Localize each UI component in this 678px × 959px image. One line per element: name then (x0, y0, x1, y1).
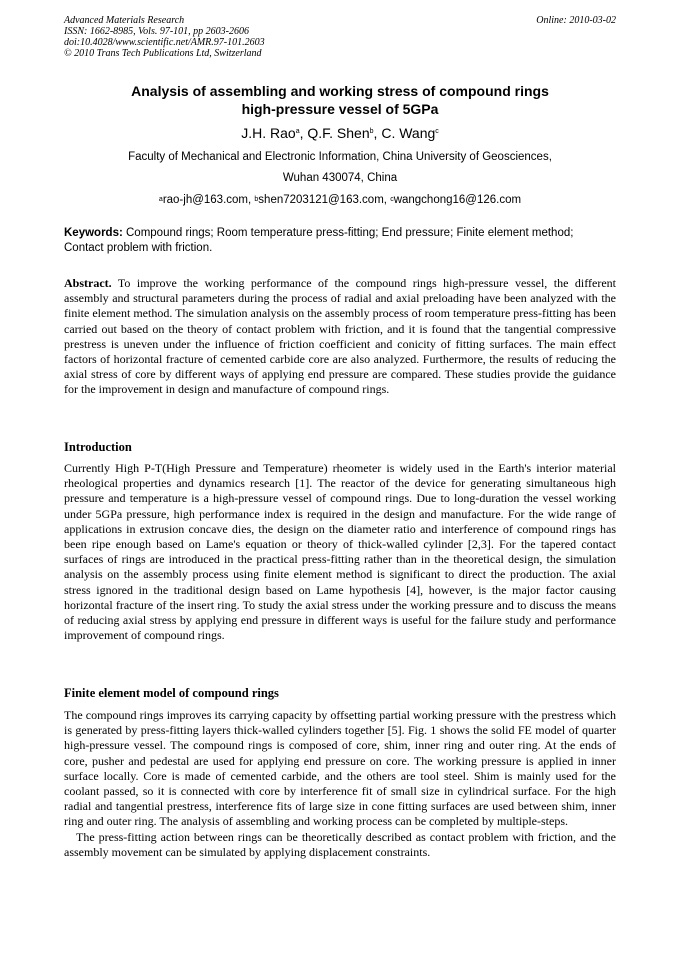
email-marker: c (390, 196, 394, 203)
abstract-block (64, 276, 616, 398)
abstract-label: Abstract. (64, 276, 112, 290)
journal-header (64, 15, 616, 59)
paper-title (64, 82, 616, 118)
email-list: $^a$rao-jh@163.com, $^b$shen7203121@163.com, $^c$wangchong16@126.com (158, 194, 522, 206)
copyright-line: © 2010 Trans Tech Publications Ltd, Switzerland (64, 48, 262, 59)
title-line-1: Analysis of assembling and working stress of compound rings (131, 83, 549, 99)
email-address: rao-jh@163.com (162, 194, 248, 206)
journal-name: Advanced Materials Research (64, 15, 185, 26)
introduction-heading: Introduction (64, 440, 132, 454)
affiliation-line-1: Faculty of Mechanical and Electronic Information, China University of Geosciences, (128, 151, 552, 163)
introduction-section (64, 461, 616, 643)
author-marker: a (295, 128, 300, 135)
email-address: shen7203121@163.com (258, 194, 384, 206)
author-name: J.H. Rao (241, 125, 296, 141)
issn-line: ISSN: 1662-8985, Vols. 97-101, pp 2603-2606 (64, 26, 249, 37)
email-marker: b (254, 196, 259, 203)
author-name: C. Wang (381, 125, 436, 141)
title-line-2: high-pressure vessel of 5GPa (241, 101, 439, 117)
abstract-text: To improve the working performance of the compound rings high-pressure vessel, the different assembly and structural parameters during the process of radial and axial preloading have been analyzed with the finite element method. The simulation analysis on the assembly process of room temperature press-fitting has been carried out based on the theory of contact problem with friction, and it is found that the tangential compressive prestress is uneven under the influence of friction coefficient and conicity of fitting surfaces. The main effect factors of horizontal fracture of cemented carbide core are also analyzed. Furthermore, the results of reducing the axial stress of core by different ways of applying end pressure are compared. These studies provide the guidance for the improvement in design and manufacture of compound rings. (64, 276, 616, 397)
email-address: wangchong16@126.com (393, 194, 522, 206)
keywords-label: Keywords: (64, 227, 123, 239)
fe-model-paragraph-2: The press-fitting action between rings can be theoretically described as contact problem with friction, and the assembly movement can be simulated by applying displacement constraints. (64, 829, 616, 859)
keywords-block (64, 226, 616, 256)
author-list: J.H. Rao$^a$, Q.F. Shen$^b$, C. Wang$^c$ (241, 125, 439, 141)
fe-model-heading: Finite element model of compound rings (64, 686, 279, 700)
keywords-text: Compound rings; Room temperature press-fitting; End pressure; Finite element method; Contact problem with friction. (64, 227, 574, 254)
online-date: Online: 2010-03-02 (536, 15, 616, 26)
fe-model-paragraph-1: The compound rings improves its carrying capacity by offsetting partial working pressure with the prestress which is generated by press-fitting layers thick-walled cylinders together [5]. Fig. 1 shows the solid FE model of quarter high-pressure vessel. The compound rings is composed of core, shim, inner ring and outer ring. At the ends of core, pusher and pedestal are used for applying end pressure on core. The working pressure is applied in inner surface locally. Core is made of cemented carbide, and the others are tool steel. Shim is mainly used for the coolant passed, so it is connected with core by interference fit of small size in cylindrical surface. For the high radial and tangential prestress, interference fits of large size in cone fitting surfaces are used between shim, inner ring and outer ring. The analysis of assembling and working process can be completed by multiple-steps. (64, 708, 616, 829)
author-name: Q.F. Shen (307, 125, 370, 141)
email-marker: a (158, 196, 163, 203)
author-marker: c (435, 128, 439, 135)
fe-model-section (64, 708, 616, 860)
affiliation-line-2: Wuhan 430074, China (282, 172, 398, 184)
author-marker: b (369, 128, 374, 135)
introduction-paragraph: Currently High P-T(High Pressure and Temperature) rheometer is widely used in the Earth's interior material rheological properties and dynamics research [1]. The reactor of the device for generating simultaneous high pressure and temperature is a high-pressure vessel of compound rings. Due to long-duration the vessel working under 5GPa pressure, high performance index is required in the design and manufacture. For the wide range of applications in extrusion concave dies, the design on the diameter ratio and interference of compound rings has been ripe enough based on Lame's equation or theory of thick-walled cylinder [2,3]. For the tapered contact surfaces of rings are introduced in the practical press-fitting rather than in the theoretical design, the simulation analysis on the assembly process using finite element method is significant to direct the production. The axial stress ignored in the traditional design based on Lame hypothesis [4], however, is the major factor causing horizontal fracture of the insert ring. To study the axial stress under the working pressure and to discuss the means of reducing axial stress by applying end pressure in different ways is useful for the failure study and performance improvement of compound rings. (64, 461, 616, 643)
doi-line: doi:10.4028/www.scientific.net/AMR.97-101.2603 (64, 37, 265, 48)
